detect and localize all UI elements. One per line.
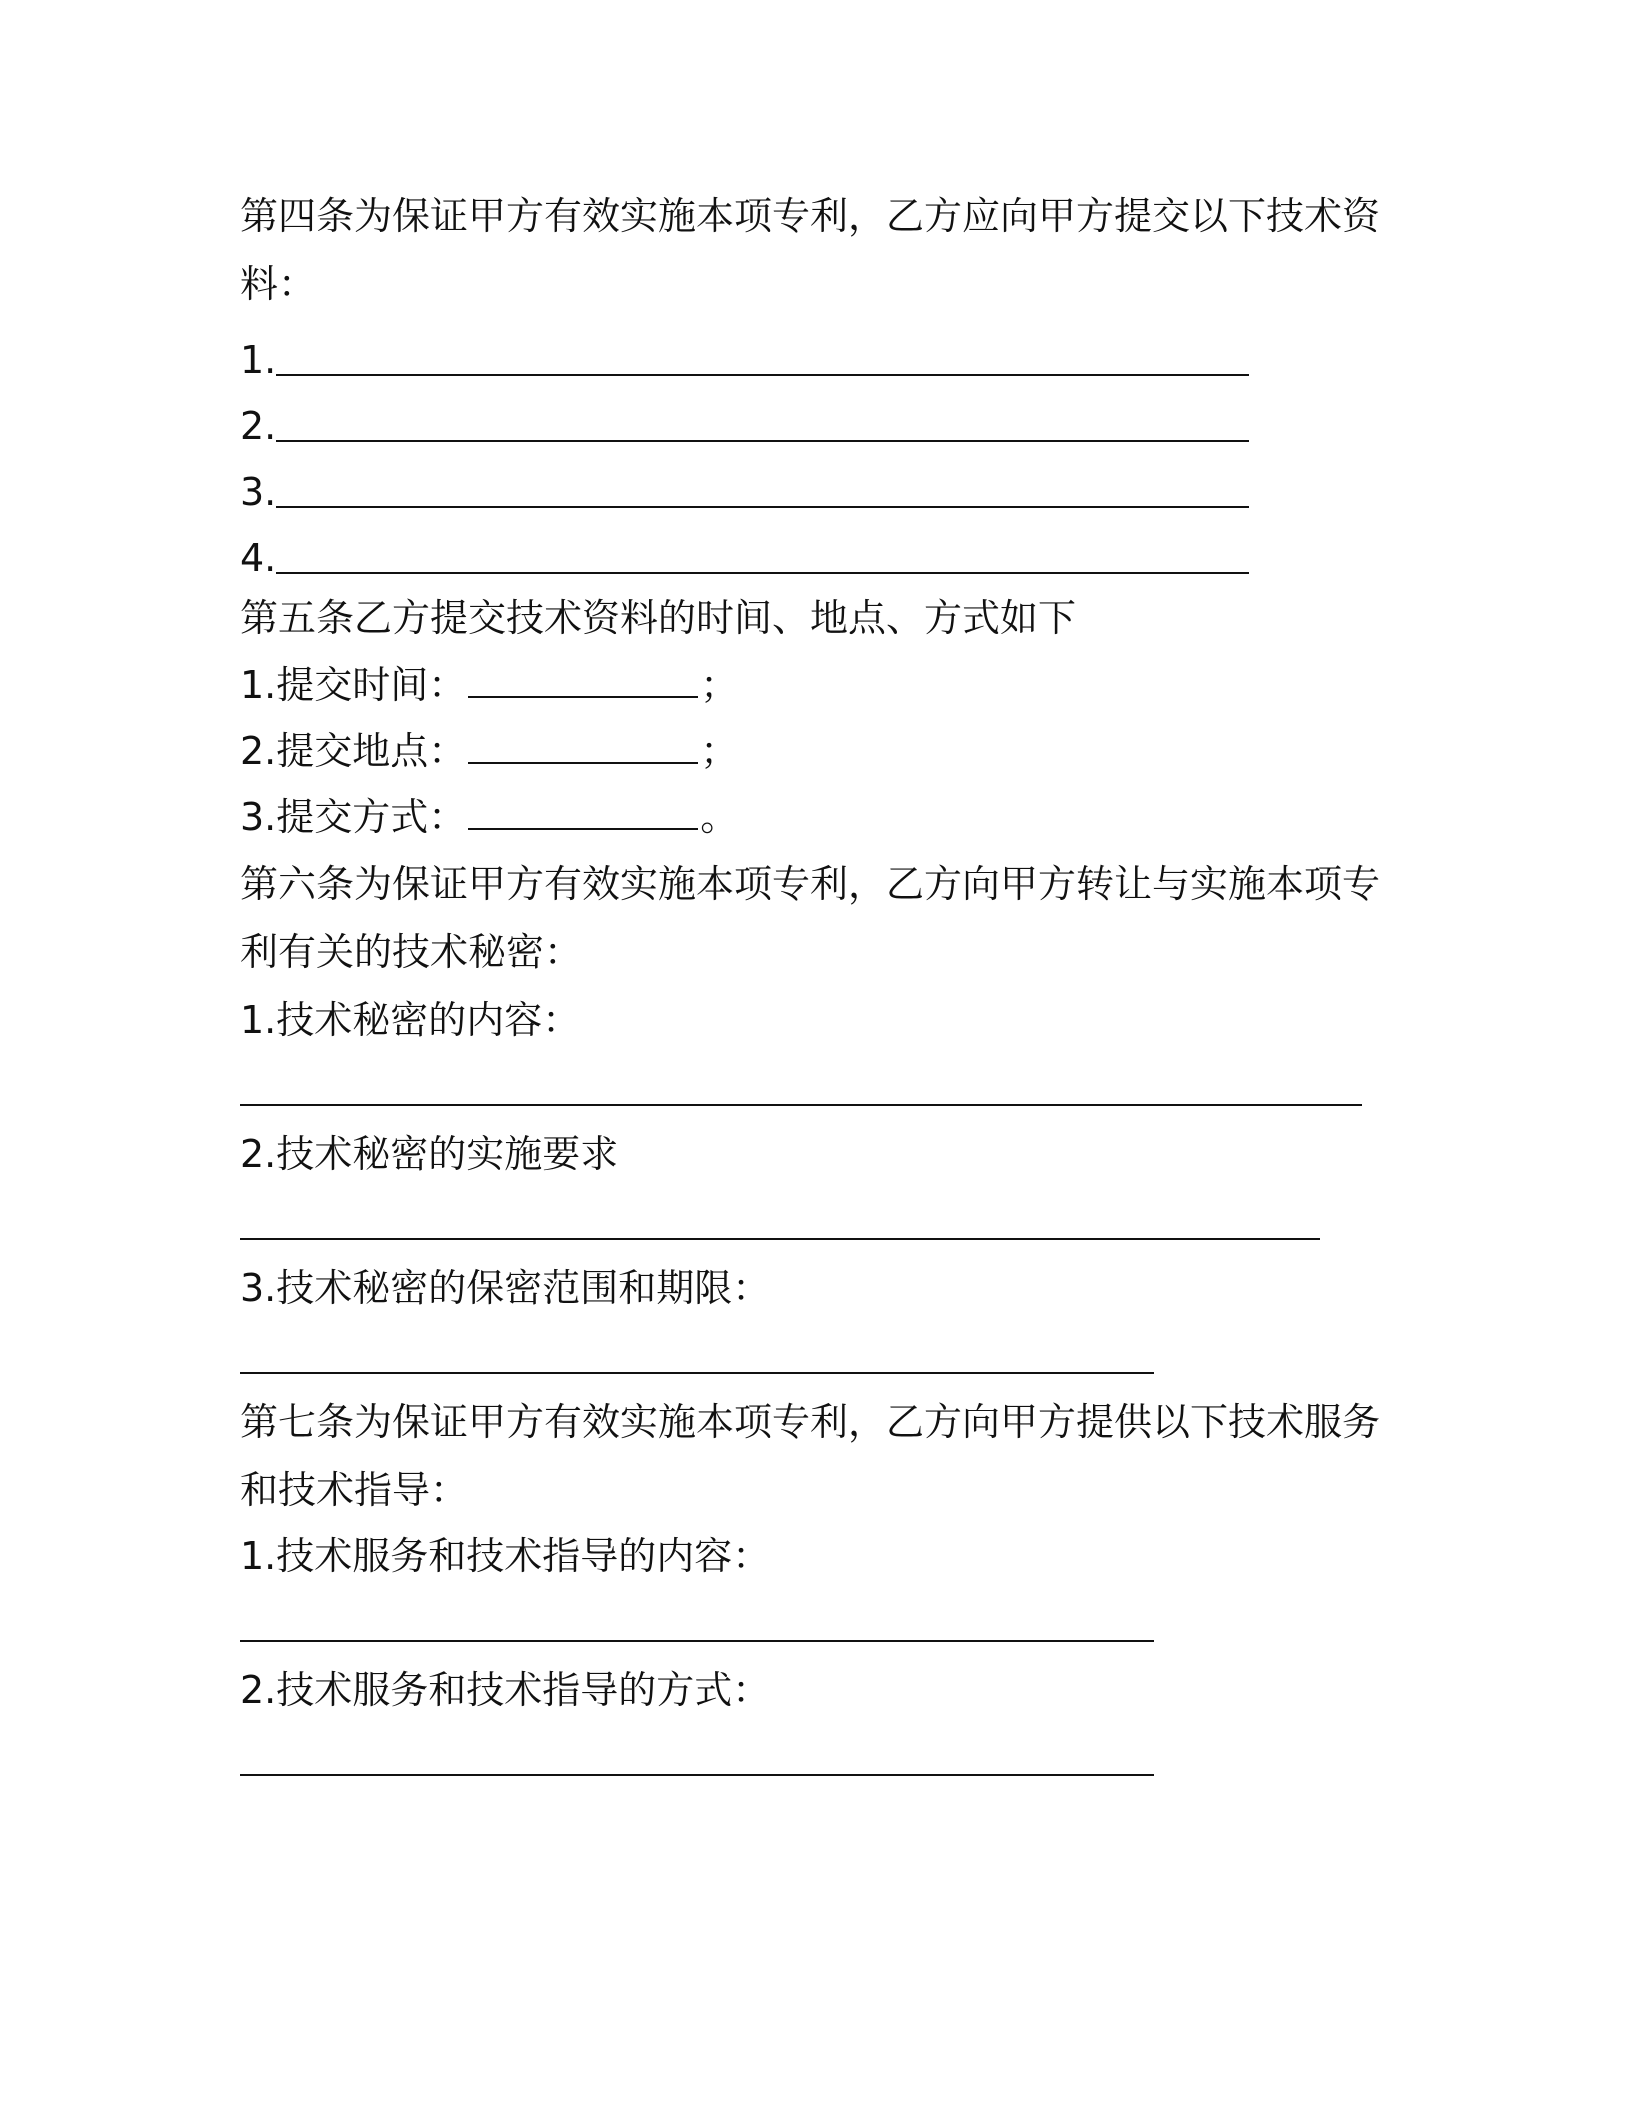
article5-place-blank[interactable]: [468, 726, 698, 764]
article5-method-end: 。: [700, 795, 739, 839]
article5-place-label: 2.提交地点：: [240, 729, 467, 773]
article6-item1-blank[interactable]: [240, 1104, 1362, 1106]
article4-item-3-blank[interactable]: [276, 506, 1249, 508]
article5-time-label: 1.提交时间：: [240, 663, 467, 707]
article5-heading: 第五条乙方提交技术资料的时间、地点、方式如下: [240, 596, 1077, 640]
article6-item1: 1.技术秘密的内容：: [240, 998, 581, 1042]
article6-item2: 2.技术秘密的实施要求: [240, 1132, 619, 1176]
article7-item1: 1.技术服务和技术指导的内容：: [240, 1534, 771, 1578]
article7-item2: 2.技术服务和技术指导的方式：: [240, 1668, 771, 1712]
article4-line1: 第四条为保证甲方有效实施本项专利，乙方应向甲方提交以下技术资: [240, 194, 1381, 238]
article4-item-4-blank[interactable]: [276, 572, 1249, 574]
article5-place-end: ；: [700, 729, 739, 773]
article4-item-1-number: 1.: [240, 338, 277, 382]
article5-method-blank[interactable]: [468, 792, 698, 830]
article4-item-2-blank[interactable]: [276, 440, 1249, 442]
article6-line2: 利有关的技术秘密：: [240, 930, 583, 974]
article4-item-4-number: 4.: [240, 536, 277, 580]
article7-line1: 第七条为保证甲方有效实施本项专利，乙方向甲方提供以下技术服务: [240, 1400, 1381, 1444]
article4-line2: 料：: [240, 262, 317, 306]
article6-line1: 第六条为保证甲方有效实施本项专利，乙方向甲方转让与实施本项专: [240, 862, 1381, 906]
article5-method-label: 3.提交方式：: [240, 795, 467, 839]
article4-item-2-number: 2.: [240, 404, 277, 448]
article7-line2: 和技术指导：: [240, 1468, 469, 1512]
article6-item3: 3.技术秘密的保密范围和期限：: [240, 1266, 771, 1310]
article5-place-row: [240, 726, 738, 775]
article5-time-row: [240, 660, 738, 709]
article7-item2-blank[interactable]: [240, 1774, 1154, 1776]
article5-time-end: ；: [700, 663, 739, 707]
article7-item1-blank[interactable]: [240, 1640, 1154, 1642]
article4-item-1-blank[interactable]: [276, 374, 1249, 376]
article5-method-row: [240, 792, 738, 841]
article5-time-blank[interactable]: [468, 660, 698, 698]
article4-item-3-number: 3.: [240, 470, 277, 514]
article6-item2-blank[interactable]: [240, 1238, 1320, 1240]
article6-item3-blank[interactable]: [240, 1372, 1154, 1374]
